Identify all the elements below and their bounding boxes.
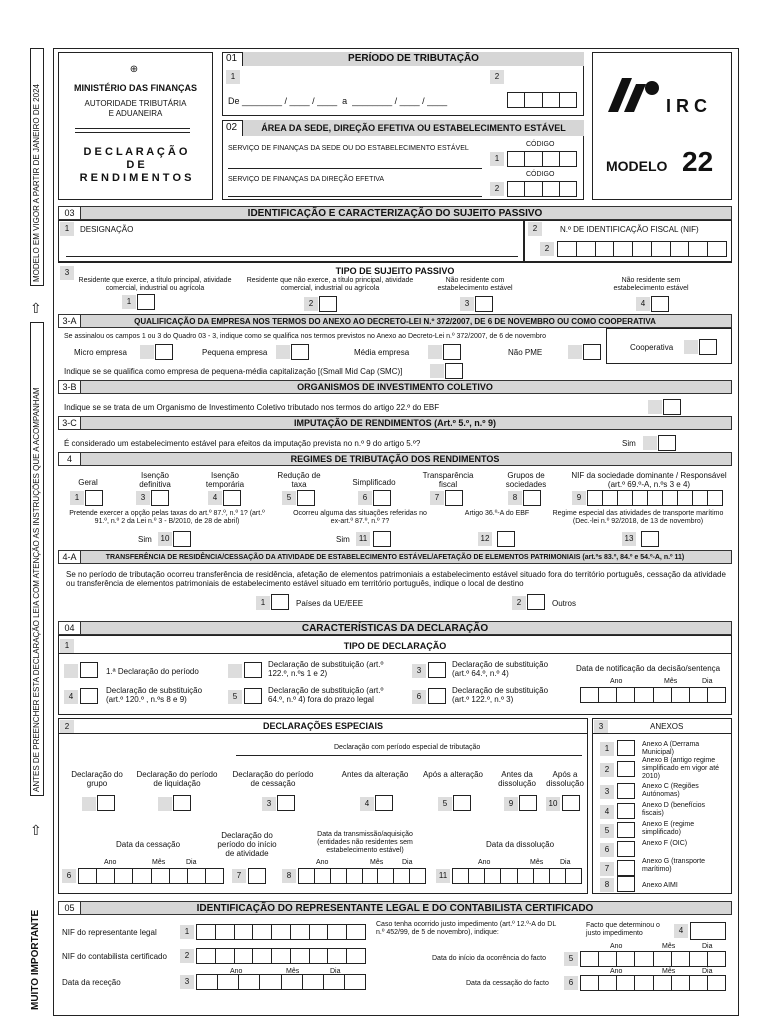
q4a-ue-checkbox[interactable] [271,594,289,610]
q03-tipo4-num: 4 [636,297,650,311]
q05-facto-num: 4 [674,924,688,938]
q04-s1-title: TIPO DE DECLARAÇÃO [343,641,447,651]
q04-d2-num [158,797,172,811]
q05-rec-label: Data da receção [62,978,121,987]
q04-t5-label: Declaração de substituição (art.º 64.º, n.º 4) fora do prazo legal [268,686,384,704]
q4-n12: 12 [478,532,492,546]
q04-inicio-label: Declaração do período do início de atividade [217,831,277,858]
q03-tipo4-label: Não residente sem estabelecimento estável [613,277,689,292]
q3a-num: 3-A [59,315,81,327]
side-text-top: MODELO EM VIGOR A PARTIR DE JANEIRO DE 2024 [32,84,41,282]
q04-dissol-num: 11 [436,869,450,883]
q4-transp-label: Transparência fiscal [422,471,474,489]
q04-notif-mes: Mês [664,678,678,685]
q05-inicio-date-input[interactable] [580,951,726,967]
q4-ocorreu-sim: Sim [336,535,350,544]
anexo-aimi-num: 8 [600,878,614,892]
divider [236,755,582,756]
q4-transp-num: 7 [430,491,444,505]
q4-n11: 11 [356,532,370,546]
q3b-checkbox[interactable] [663,399,681,415]
q04-d2-label: Declaração do período de liquidação [136,770,218,788]
q04-transm-mes: Mês [370,859,384,866]
q3a-media-num [428,345,442,359]
q03-tipo1-label: Residente que exerce, a título principal, atividade comercial, industrial ou agrícola [78,277,232,292]
q05-nifcont-input[interactable] [196,948,366,964]
q4-grupos-num: 8 [508,491,522,505]
q05-facto-label: Facto que determinou o justo impedimento [586,922,660,937]
q04-d1-num [82,797,96,811]
q02-codigo-sede-input[interactable] [507,151,577,167]
q02-field1-num: 1 [490,152,504,166]
q02-codigo-direcao-input[interactable] [507,181,577,197]
q4-art36-checkbox[interactable] [497,531,515,547]
q03-tipo2-label: Residente que não exerce, a título principal, atividade comercial, industrial ou agrícola [246,277,414,292]
q05-cessacao-num: 6 [564,976,578,990]
q4-istemp-num: 4 [208,491,222,505]
q04-notif-dia: Dia [702,678,713,685]
q01-year-input[interactable] [507,92,577,108]
q04-t3-checkbox[interactable] [428,662,446,678]
q3a-micro-checkbox[interactable] [155,344,173,360]
divider [75,128,190,129]
q04-transm-label: Data da transmissão/aquisição (entidades não residentes sem estabelecimento estável) [317,831,413,854]
q4-pretende-sim: Sim [138,535,152,544]
q04-d4-label: Antes da alteração [341,770,409,779]
q05-title: 05 IDENTIFICAÇÃO DO REPRESENTANTE LEGAL E DO CONTABILISTA CERTIFICADO [58,901,732,915]
side-text-bottom: MUITO IMPORTANTE [30,909,41,1010]
divider [58,733,588,734]
q4-simplificado-label: Simplificado [352,478,396,487]
ministry-name: MINISTÉRIO DAS FINANÇAS [73,83,197,93]
q04-cess-mes: Mês [152,859,166,866]
q04-transm-date-input[interactable] [298,868,426,884]
modelo-label: MODELO [606,158,668,174]
q4-reducao-checkbox[interactable] [297,490,315,506]
q3a-pequena-checkbox[interactable] [291,344,309,360]
q3c-sim: Sim [622,439,636,448]
q03-designacao-input[interactable] [66,256,518,257]
q3c-text: É considerado um estabelecimento estável para efeitos da imputação prevista no n.º 9 do artigo 5.º? [64,439,421,448]
q4-istemp-checkbox[interactable] [223,490,241,506]
q3a-smc-checkbox[interactable] [445,363,463,379]
q04-cess-ano: Ano [104,859,117,866]
q03-nif-input[interactable] [557,241,727,257]
anexo-g-label: Anexo G (transporte marítimo) [642,858,706,873]
q3a-pequena-num [276,345,290,359]
q4-pretende-label: Pretende exercer a opção pelas taxas do art.º 87.º, n.º 1? (art.º 91.º, n.º 2 da Lei n.º 3 - B/2010, de 28 de abril) [69,510,265,525]
q3a-naopme-checkbox[interactable] [583,344,601,360]
q04-datacess-label: Data da cessação [116,840,181,849]
q04-d9-num: 9 [504,797,518,811]
q3a-media-label: Média empresa [354,348,410,357]
q05-ini-mes: Mês [662,943,676,950]
anexo-a-checkbox[interactable] [617,740,635,756]
q4-pretende-checkbox[interactable] [173,531,191,547]
q05-fim-ano: Ano [610,968,623,975]
q4a-ue-label: Países da UE/EEE [296,599,364,608]
q04-dissol-dia: Dia [560,859,571,866]
q3c-checkbox[interactable] [658,435,676,451]
modelo-number: 22 [682,146,714,177]
q03-title: 03 IDENTIFICAÇÃO E CARACTERIZAÇÃO DO SUJEITO PASSIVO [58,206,732,220]
q03-designacao-label: DESIGNAÇÃO [80,225,134,234]
anexo-d-label: Anexo D (benefícios fiscais) [642,802,706,817]
q04-t1-label: 1.ª Declaração do período [106,667,199,676]
q04-t1-checkbox[interactable] [80,662,98,678]
q04-transm-num: 8 [282,869,296,883]
q04-t6-label: Declaração de substituição (art.º 122.º, n.º 3) [452,686,549,704]
q03-tipo1-checkbox[interactable] [137,294,155,310]
q4a-num: 4-A [59,551,81,563]
declaration-title-1: D E C L A R A Ç Ã O [83,146,188,158]
q04-d9-label: Antes da dissolução [498,770,536,788]
q04-d5-checkbox[interactable] [453,795,471,811]
q04-periodo-esp: Declaração com período especial de tributação [334,744,481,751]
anexo-b-label: Anexo B (antigo regime simplificado em vigor até 2010) [642,757,720,780]
q3a-smc-num [430,364,444,378]
authority-line2: E ADUANEIRA [108,109,163,118]
q4a-text: Se no período de tributação ocorreu transferência de residência, afetação de elementos patrimoniais a estabelecimento estável situado fora do território português, cessação da atividade ou transferência de elementos patrimoniais de estabelecimento estável situado em território português, indique o local de destino [66,570,726,588]
q3c-title: 3-C IMPUTAÇÃO DE RENDIMENTOS (Art.º 5.º, n.º 9) [58,416,732,430]
q04-s1-num: 1 [60,639,74,653]
q4-reducao-num: 5 [282,491,296,505]
q05-rec-date-input[interactable] [196,974,366,990]
q04-d2-checkbox[interactable] [173,795,191,811]
q04-d5-num: 5 [438,797,452,811]
q4-geral-label: Geral [78,478,98,487]
q05-rec-dia: Dia [330,968,341,975]
q04-dissol-ano: Ano [478,859,491,866]
q03-tipo3-label: Não residente com estabelecimento estável [437,277,513,292]
q01-field2-num: 2 [490,70,504,84]
q4-geral-checkbox[interactable] [85,490,103,506]
q3a-intro: Se assinalou os campos 1 ou 3 do Quadro 03 - 3, indique como se qualifica nos termos previstos no Anexo ao Decreto-Lei n.º 372/2007, de 6 de novembro [64,333,546,340]
q04-d1-label: Declaração do grupo [71,770,123,788]
q4-title: 4 REGIMES DE TRIBUTAÇÃO DOS RENDIMENTOS [58,452,732,466]
q03-tipo2-checkbox[interactable] [319,296,337,312]
q04-d5-label: Após a alteração [422,770,484,779]
q4-nifdom-num: 9 [572,491,586,505]
q04-s2-title: DECLARAÇÕES ESPECIAIS [262,721,384,731]
anexo-e-label: Anexo E (regime simplificado) [642,821,695,836]
anexo-b-num: 2 [600,763,614,777]
anexo-d-num: 4 [600,805,614,819]
q3a-coop-num [684,340,698,354]
q03-s3-title: TIPO DE SUJEITO PASSIVO [335,266,455,276]
anexo-a-num: 1 [600,742,614,756]
q04-inicio-num: 7 [232,869,246,883]
q02-line1 [228,168,482,169]
q02-num: 02 [226,122,238,133]
q04-s3-num: 3 [594,720,608,734]
q3a-media-checkbox[interactable] [443,344,461,360]
q04-dissol-mes: Mês [530,859,544,866]
q04-notif-label: Data de notificação da decisão/sentença [576,664,721,673]
q02-field2-num: 2 [490,182,504,196]
q04-transm-ano: Ano [316,859,329,866]
q4-isdef-label: Isenção definitiva [139,471,171,489]
q3b-title: 3-B ORGANISMOS DE INVESTIMENTO COLETIVO [58,380,732,394]
q04-d3-label: Declaração do período de cessação [232,770,314,788]
q3a-pequena-label: Pequena empresa [202,348,268,357]
q05-rec-num: 3 [180,975,194,989]
q04-cess-dia: Dia [186,859,197,866]
q05-inicio-label: Data do início da ocorrência do facto [432,955,547,962]
q4-art36-label: Artigo 36.º-A do EBF [464,510,530,517]
q04-d4-num: 4 [360,797,374,811]
q04-d3-num: 3 [262,797,276,811]
q03-tipo2-num: 2 [304,297,318,311]
up-arrow-icon: ⇧ [30,822,42,838]
q01-field1-num: 1 [226,70,240,84]
anexo-aimi-checkbox[interactable] [617,876,635,892]
q4-istemp-label: Isenção temporária [205,471,245,489]
q04-d4-checkbox[interactable] [375,795,393,811]
q03-num: 03 [59,207,81,219]
anexo-a-label: Anexo A (Derrama Municipal) [642,741,700,756]
q02-label1: SERVIÇO DE FINANÇAS DA SEDE OU DO ESTABELECIMENTO ESTÁVEL [228,145,469,152]
q4-ocorreu-label: Ocorreu alguma das situações referidas no ex-art.º 87.º, n.º 7? [293,510,427,525]
q3a-smc-label: Indique se se qualifica como empresa de pequena-média capitalização [(Small Mid Cap (SMC)] [64,367,403,376]
q4-grupos-label: Grupos de sociedades [505,471,547,489]
q03-tipo3-num: 3 [460,297,474,311]
q4-regime-checkbox[interactable] [641,531,659,547]
q03-tipo3-checkbox[interactable] [475,296,493,312]
declaration-title-2: D E [126,159,145,171]
divider [75,132,190,133]
q01-num: 01 [226,53,238,64]
q05-nifcont-num: 2 [180,949,194,963]
q3a-micro-num [140,345,154,359]
q05-cessacao-date-input[interactable] [580,975,726,991]
q04-t2-num [228,664,242,678]
q4-simplificado-checkbox[interactable] [373,490,391,506]
q05-facto-input[interactable] [690,922,726,940]
q4a-outros-label: Outros [552,599,577,608]
q4-isdef-checkbox[interactable] [151,490,169,506]
q04-dissol-label: Data da dissolução [486,840,555,849]
q04-d10-checkbox[interactable] [562,795,580,811]
q4-reducao-label: Redução de taxa [277,471,321,489]
anexo-f-num: 6 [600,843,614,857]
coat-of-arms-icon: ⊕ [129,64,139,75]
q04-d3-checkbox[interactable] [277,795,295,811]
anexo-b-checkbox[interactable] [617,761,635,777]
q04-t3-num: 3 [412,664,426,678]
q4-grupos-checkbox[interactable] [523,490,541,506]
q03-tipo4-checkbox[interactable] [651,296,669,312]
q3a-title: 3-A QUALIFICAÇÃO DA EMPRESA NOS TERMOS DO ANEXO AO DECRETO-LEI N.º 372/2007, DE 6 DE NOVEMBRO OU COMO COOPERATIVA [58,314,732,328]
q04-t2-checkbox[interactable] [244,662,262,678]
anexo-e-num: 5 [600,824,614,838]
q04-num: 04 [59,622,81,634]
q04-t1-num [64,664,78,678]
q03-nif-label: N.º DE IDENTIFICAÇÃO FISCAL (NIF) [560,225,699,234]
q02-label2: SERVIÇO DE FINANÇAS DA DIREÇÃO EFETIVA [228,176,385,183]
q04-notif-date-input[interactable] [580,687,726,703]
anexo-d-checkbox[interactable] [617,803,635,819]
irc-label: I R C [666,96,708,116]
q04-d1-checkbox[interactable] [97,795,115,811]
q03-f1: 1 [60,222,74,236]
q4-nifdom-input[interactable] [587,490,723,506]
anexo-e-checkbox[interactable] [617,822,635,838]
q05-nifrep-label: NIF do representante legal [62,928,157,937]
authority-line1: AUTORIDADE TRIBUTÁRIA [84,99,187,108]
q04-s2-num: 2 [60,720,74,734]
q05-cessacao-label: Data da cessação do facto [466,980,549,987]
q4a-ue-num: 1 [256,596,270,610]
q3c-num-field [643,436,657,450]
anexo-aimi-label: Anexo AIMI [642,882,678,889]
q05-fim-mes: Mês [662,968,676,975]
anexo-g-num: 7 [600,862,614,876]
q02-codigo-2: CÓDIGO [526,171,555,178]
q4a-outros-num: 2 [512,596,526,610]
q03-f2: 2 [528,222,542,236]
up-arrow-icon: ⇧ [30,300,42,316]
q04-t5-checkbox[interactable] [244,688,262,704]
q04-d9-checkbox[interactable] [519,795,537,811]
anexo-c-label: Anexo C (Regiões Autónomas) [642,783,699,798]
q3a-micro-label: Micro empresa [74,348,127,357]
q04-t4-label: Declaração de substituição (art.º 120.º , n.ºs 8 e 9) [106,686,203,704]
q02-line2 [228,196,482,197]
q04-title: 04 CARACTERÍSTICAS DA DECLARAÇÃO [58,621,732,635]
q3a-coop-label: Cooperativa [630,343,674,352]
q05-rec-mes: Mês [286,968,300,975]
q3c-num: 3-C [59,417,81,429]
q03-f2b: 2 [540,242,554,256]
q04-t6-num: 6 [412,690,426,704]
side-text-mid: ANTES DE PREENCHER ESTA DECLARAÇÃO LEIA COM ATENÇÃO AS INSTRUÇÕES QUE A ACOMPANHAM [32,387,41,792]
anexo-c-num: 3 [600,785,614,799]
q04-cess-num: 6 [62,869,76,883]
q04-notif-ano: Ano [610,678,623,685]
q4-num: 4 [59,453,81,465]
q04-transm-dia: Dia [402,859,413,866]
divider [592,733,732,734]
q04-t6-checkbox[interactable] [428,688,446,704]
q04-t4-num: 4 [64,690,78,704]
q05-num: 05 [59,902,81,914]
q01-period: De ________ / ____ / ____ a ________ / ____ / ____ [228,96,448,106]
q4-n13: 13 [622,532,636,546]
divider [58,653,732,654]
q05-inicio-num: 5 [564,952,578,966]
q05-nifcont-label: NIF do contabilista certificado [62,952,167,961]
q4-transp-checkbox[interactable] [445,490,463,506]
anexo-c-checkbox[interactable] [617,783,635,799]
at-logo-icon [606,76,660,114]
q4a-title: 4-A TRANSFERÊNCIA DE RESIDÊNCIA/CESSAÇÃO DA ATIVIDADE DE ESTABELECIMENTO ESTÁVEL/AFETAÇÃO DE ELEMENTOS PATRIMONIAIS (art.ºs 83.º, 84.º e 54.º-A, n.º 11) [58,550,732,564]
q05-justo-text: Caso tenha ocorrido justo impedimento (art.º 12.º-A do DL n.º 452/99, de 5 de novembro), indique: [376,921,556,936]
q04-d10-num: 10 [546,797,560,811]
anexo-f-label: Anexo F (OIC) [642,840,688,847]
q04-dissol-date-input[interactable] [452,868,582,884]
q4a-outros-checkbox[interactable] [527,594,545,610]
anexo-g-checkbox[interactable] [617,860,635,876]
q4-n10: 10 [158,532,172,546]
q3a-coop-checkbox[interactable] [699,339,717,355]
q04-inicio-checkbox[interactable] [248,868,266,884]
q3b-num-field [648,400,662,414]
q3b-num: 3-B [59,381,81,393]
q04-cess-date-input[interactable] [78,868,224,884]
q4-isdef-num: 3 [136,491,150,505]
q02-title: ÁREA DA SEDE, DIREÇÃO EFETIVA OU ESTABELECIMENTO ESTÁVEL [242,120,584,136]
q4-simplificado-num: 6 [358,491,372,505]
q04-t2-label: Declaração de substituição (art.º 122.º, n.ºs 1 e 2) [268,660,384,678]
q04-t5-num: 5 [228,690,242,704]
q02-codigo-1: CÓDIGO [526,141,555,148]
q05-ini-dia: Dia [702,943,713,950]
q04-t3-label: Declaração de substituição (art.º 64.º, n.º 4) [452,660,549,678]
q04-d10-label: Após a dissolução [546,770,584,788]
declaration-title-3: R E N D I M E N T O S [79,172,192,184]
q04-t4-checkbox[interactable] [80,688,98,704]
q3a-naopme-num [568,345,582,359]
q05-rec-ano: Ano [230,968,243,975]
q4-regime-label: Regime especial das atividades de transporte marítimo (Dec.-lei n.º 92/2018, de 13 de novembro) [552,510,724,525]
anexo-f-checkbox[interactable] [617,841,635,857]
q4-ocorreu-checkbox[interactable] [373,531,391,547]
q04-anexos-title: ANEXOS [650,722,684,731]
q3b-text: Indique se se trata de um Organismo de Investimento Coletivo tributado nos termos do artigo 22.º do EBF [64,403,440,412]
q05-fim-dia: Dia [702,968,713,975]
q4-nifdom-label: NIF da sociedade dominante / Responsável (art.º 69.º-A, n.ºs 3 e 4) [571,471,727,489]
q03-tipo1-num: 1 [122,295,136,309]
q03-s3-num: 3 [60,266,74,280]
divider [58,262,732,263]
q05-nifrep-num: 1 [180,925,194,939]
q05-ini-ano: Ano [610,943,623,950]
q4-geral-num: 1 [70,491,84,505]
q3a-naopme-label: Não PME [508,348,543,357]
q05-nifrep-input[interactable] [196,924,366,940]
q01-title: PERÍODO DE TRIBUTAÇÃO [242,52,584,66]
